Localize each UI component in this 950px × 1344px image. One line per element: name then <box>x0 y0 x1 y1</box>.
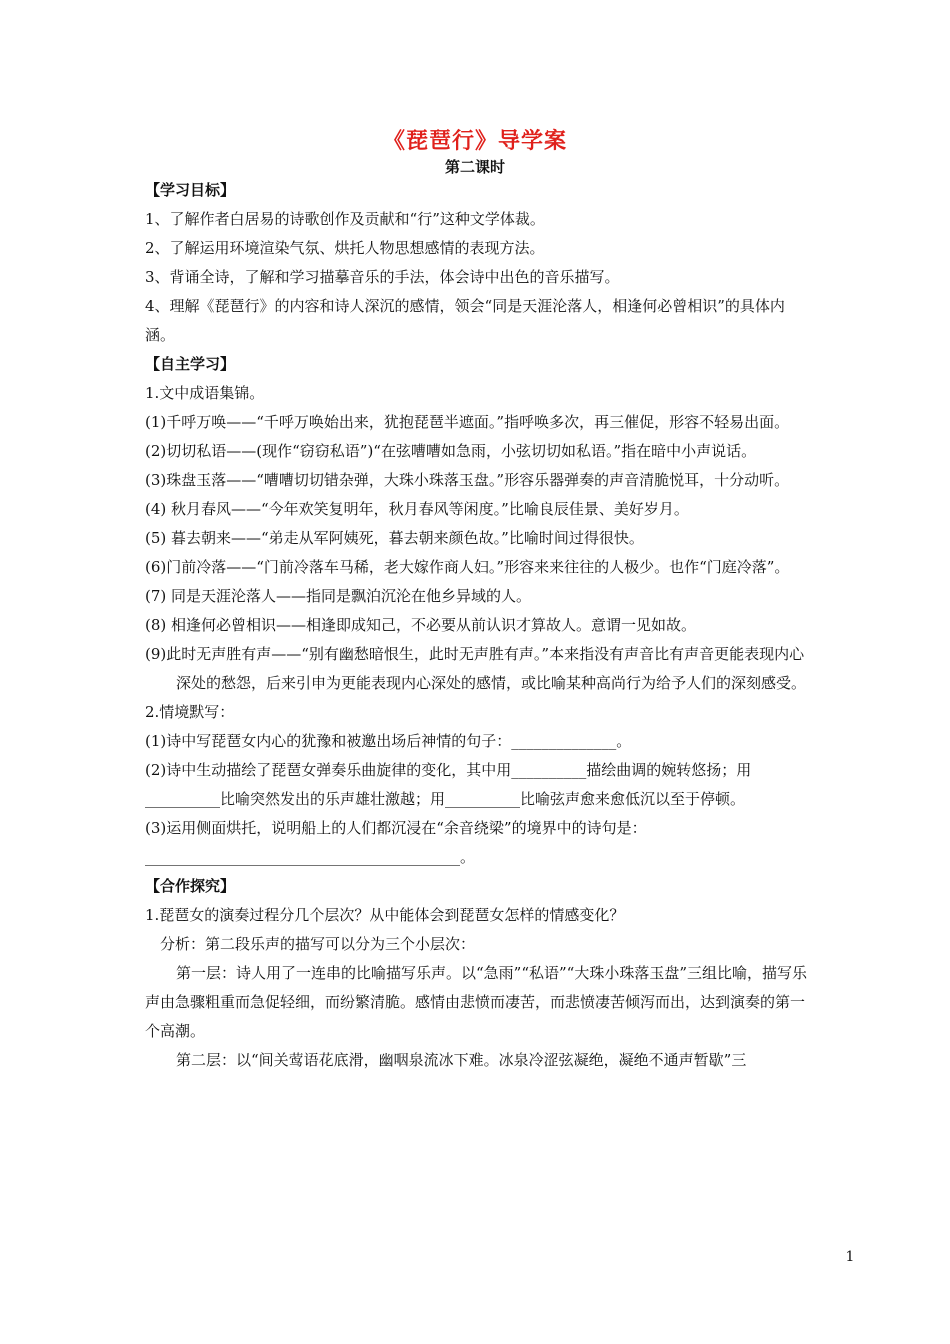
section-heading-objectives: 【学习目标】 <box>145 181 236 199</box>
page-subtitle: 第二课时 <box>444 158 505 176</box>
fill-blank-item: (3)运用侧面烘托，说明船上的人们都沉浸在“余音绕梁”的境界中的诗句是：__________________________________________。 <box>145 819 647 866</box>
fill-blank-item: (1)诗中写琵琶女内心的犹豫和被邀出场后神情的句子：______________。 <box>145 732 632 750</box>
objective-item: 4、理解《琵琶行》的内容和诗人深沉的感情，领会“同是天涯沦落人，相逢何必曾相识”的具体内涵。 <box>145 297 785 344</box>
analysis-layer-1: 第一层：诗人用了一连串的比喻描写乐声。以“急雨”“私语”“大珠小珠落玉盘”三组比喻，描写乐声由急骤粗重而急促轻细，而纷繁清脆。感情由悲愤而凄苦，而悲愤凄苦倾泻而出，达到演奏的第一个高潮。 <box>145 964 808 1040</box>
analysis-intro: 分析：第二段乐声的描写可以分为三个小层次： <box>160 935 476 953</box>
page-number-text: 1 <box>845 1249 855 1265</box>
idiom-item: (1)千呼万唤——“千呼万唤始出来，犹抱琵琶半遮面。”指呼唤多次，再三催促，形容不轻易出面。 <box>145 413 790 431</box>
question-performance: 1.琵琶女的演奏过程分几个层次？从中能体会到琵琶女怎样的情感变化？ <box>145 906 625 924</box>
objective-item: 1、了解作者白居易的诗歌创作及贡献和“行”这种文学体裁。 <box>145 210 545 228</box>
idiom-item: (4) 秋月春风——“今年欢笑复明年，秋月春风等闲度。”比喻良辰佳景、美好岁月。 <box>145 500 689 518</box>
objective-item: 2、了解运用环境渲染气氛、烘托人物思想感情的表现方法。 <box>145 239 545 257</box>
page-title: 《琵琶行》导学案 <box>382 129 567 154</box>
idiom-item: (6)门前冷落——“门前冷落车马稀，老大嫁作商人妇。”形容来来往往的人极少。也作“门庭冷落”。 <box>145 558 790 576</box>
analysis-layer-2: 第二层：以“间关莺语花底滑，幽咽泉流冰下难。冰泉冷涩弦凝绝，凝绝不通声暂歇”三 <box>176 1051 747 1069</box>
document-body <box>145 176 810 1075</box>
question-dictation: 2.情境默写： <box>145 703 235 721</box>
page-number <box>0 1249 950 1265</box>
idiom-item: (8) 相逢何必曾相识——相逢即成知己，不必要从前认识才算故人。意谓一见如故。 <box>145 616 697 634</box>
idiom-item: (5) 暮去朝来——“弟走从军阿姨死，暮去朝来颜色故。”比喻时间过得很快。 <box>145 529 644 547</box>
objective-item: 3、背诵全诗，了解和学习描摹音乐的手法，体会诗中出色的音乐描写。 <box>145 268 620 286</box>
fill-blank-item: (2)诗中生动描绘了琵琶女弹奏乐曲旋律的变化，其中用__________描绘曲调的婉转悠扬；用__________比喻突然发出的乐声雄壮激越；用__________比喻弦声愈来愈低沉以至于停顿。 <box>145 761 752 808</box>
idiom-item: (7) 同是天涯沦落人——指同是飘泊沉沦在他乡异域的人。 <box>145 587 532 605</box>
idiom-item: (3)珠盘玉落——“嘈嘈切切错杂弹，大珠小珠落玉盘。”形容乐器弹奏的声音清脆悦耳，十分动听。 <box>145 471 790 489</box>
section-heading-self-study: 【自主学习】 <box>145 355 236 373</box>
idiom-item: (9)此时无声胜有声——“别有幽愁暗恨生，此时无声胜有声。”本来指没有声音比有声音更能表现内心深处的愁怨，后来引申为更能表现内心深处的感情，或比喻某种高尚行为给予人们的深刻感受。 <box>145 645 807 692</box>
section-heading-cooperative: 【合作探究】 <box>145 877 236 895</box>
question-idioms: 1.文中成语集锦。 <box>145 384 265 402</box>
idiom-item: (2)切切私语——(现作“窃窃私语”)“在弦嘈嘈如急雨，小弦切切如私语。”指在暗中小声说话。 <box>145 442 757 460</box>
